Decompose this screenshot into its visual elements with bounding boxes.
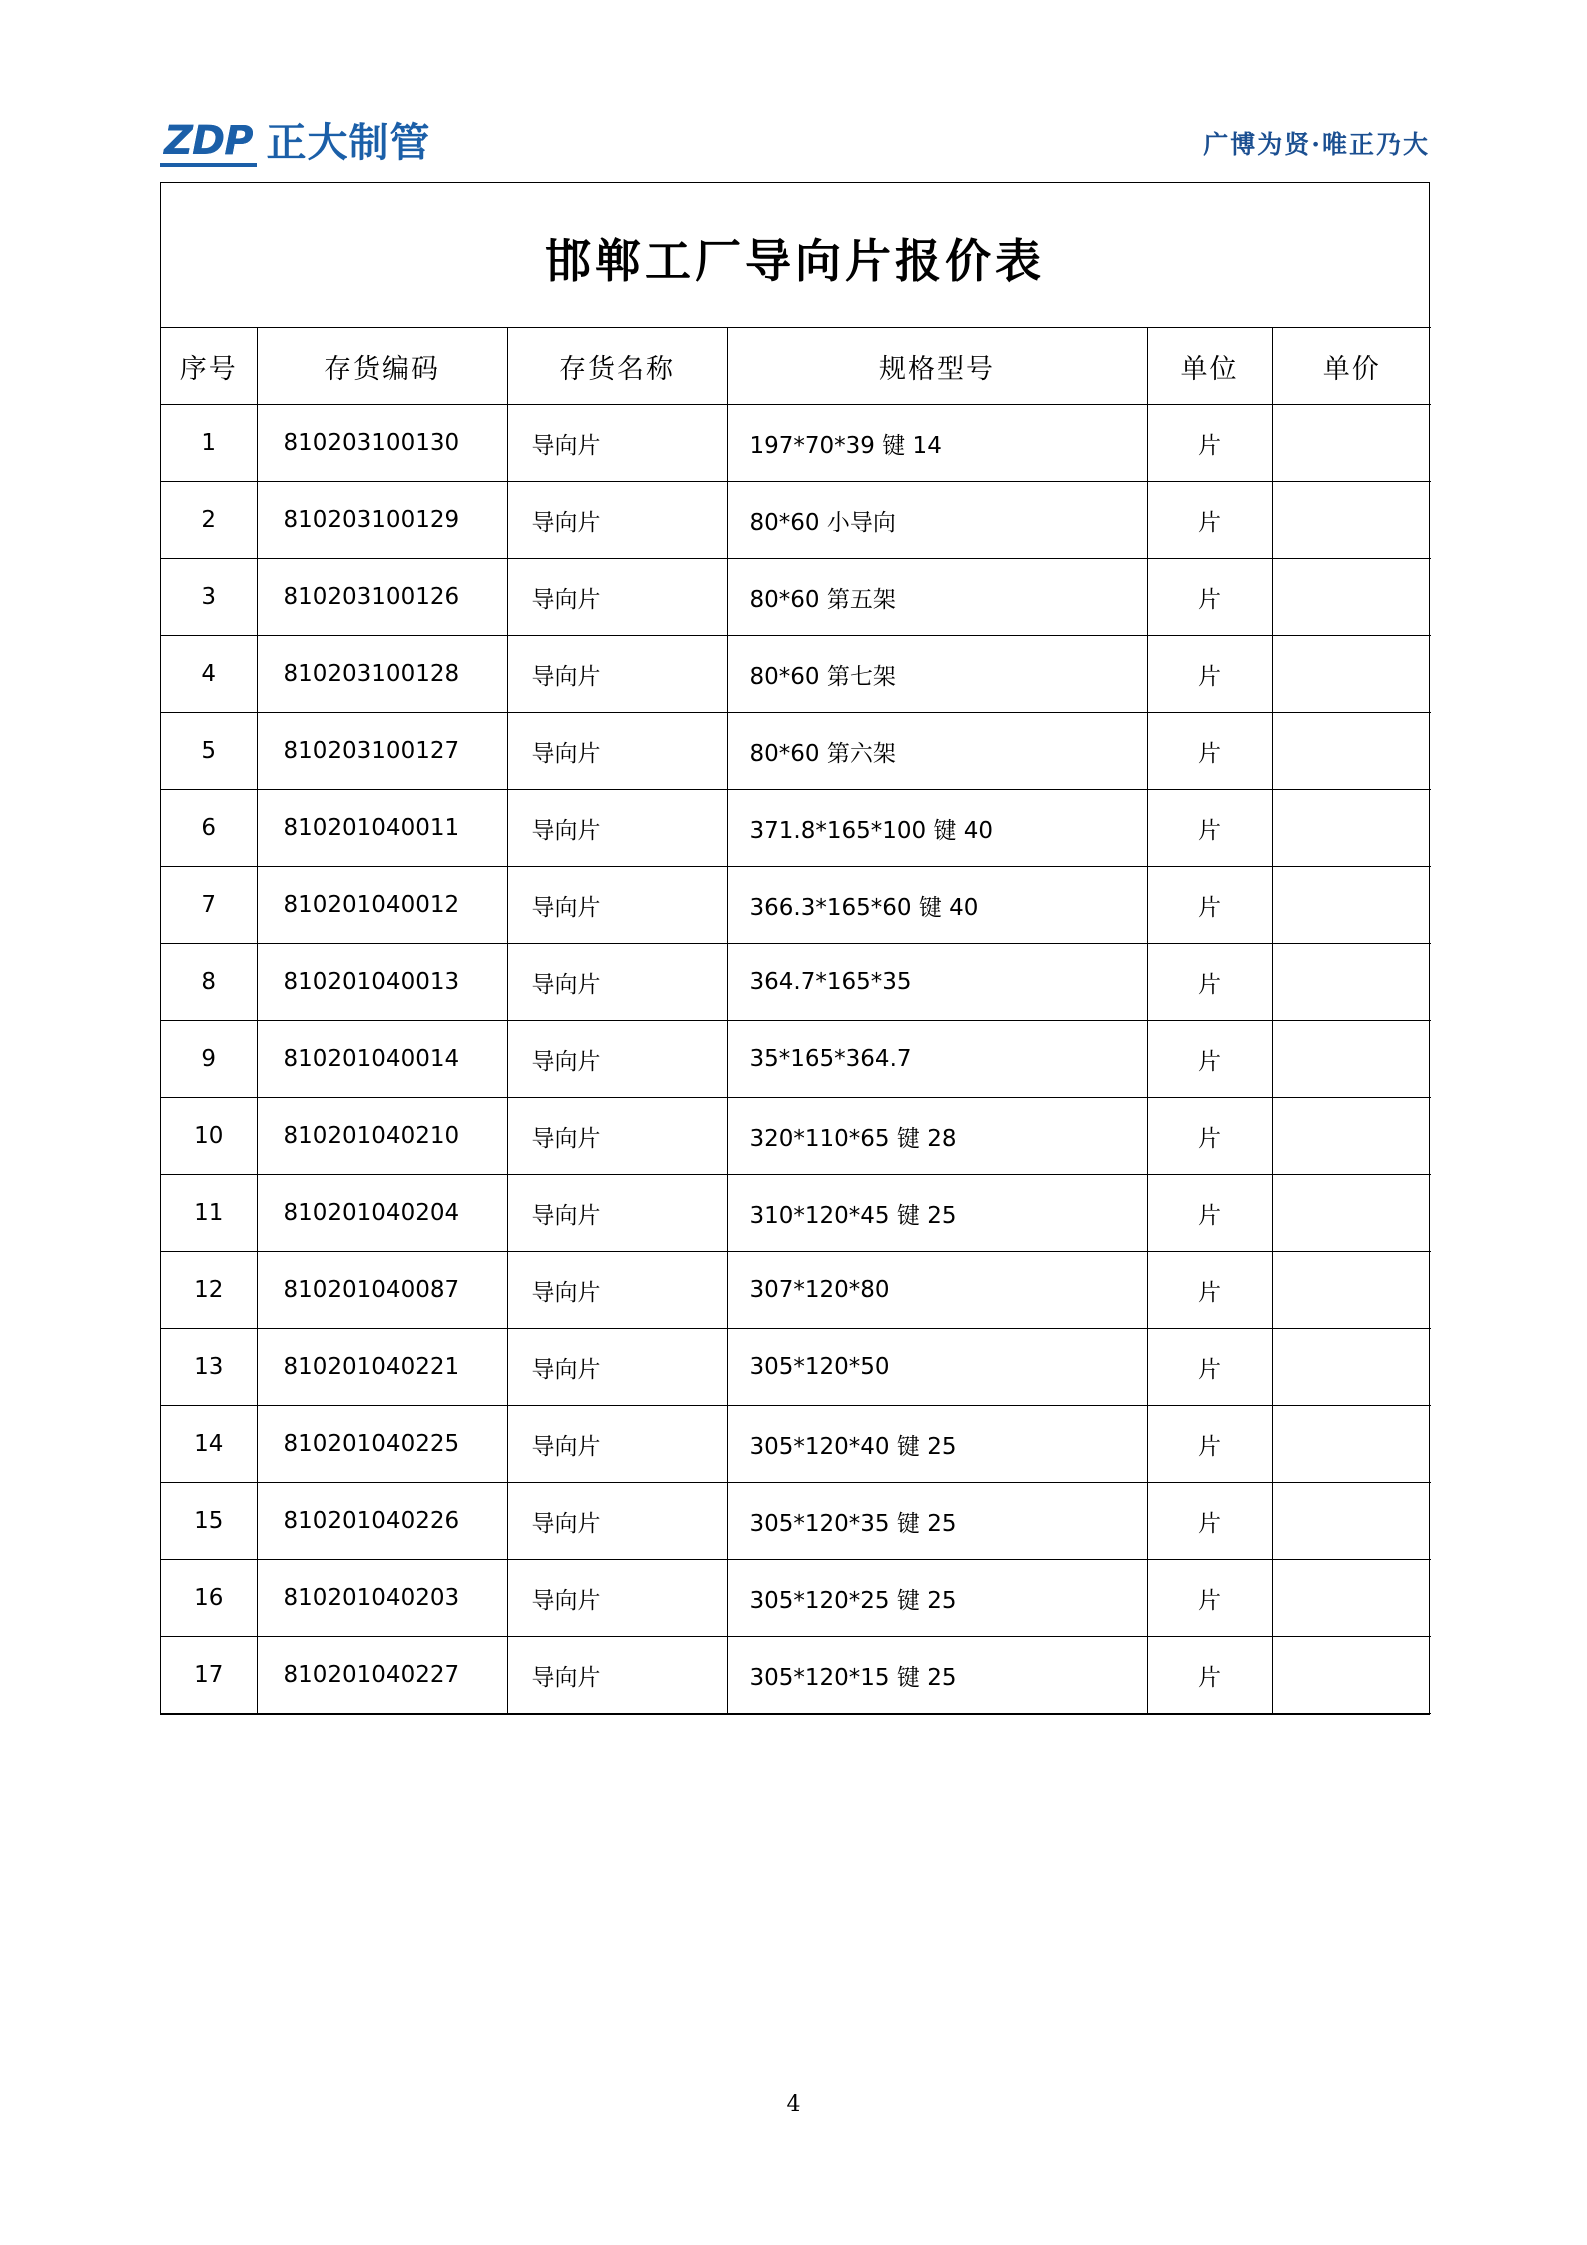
cell-unit: 片	[1147, 1560, 1272, 1637]
table-row	[161, 1021, 1431, 1098]
table-header-row	[161, 328, 1431, 405]
cell-code: 810201040227	[257, 1637, 507, 1714]
cell-unit: 片	[1147, 1098, 1272, 1175]
cell-spec: 80*60 第七架	[727, 636, 1147, 713]
cell-price[interactable]	[1272, 1252, 1431, 1329]
cell-code: 810201040210	[257, 1098, 507, 1175]
cell-spec: 305*120*40 键 25	[727, 1406, 1147, 1483]
cell-name: 导向片	[507, 790, 727, 867]
cell-code: 810201040203	[257, 1560, 507, 1637]
cell-unit: 片	[1147, 713, 1272, 790]
cell-unit: 片	[1147, 944, 1272, 1021]
cell-price[interactable]	[1272, 559, 1431, 636]
cell-code: 810201040013	[257, 944, 507, 1021]
cell-price[interactable]	[1272, 1637, 1431, 1714]
cell-index: 12	[161, 1252, 257, 1329]
cell-spec: 366.3*165*60 键 40	[727, 867, 1147, 944]
cell-name: 导向片	[507, 1560, 727, 1637]
cell-index: 8	[161, 944, 257, 1021]
cell-spec: 35*165*364.7	[727, 1021, 1147, 1098]
cell-name: 导向片	[507, 1252, 727, 1329]
cell-code: 810203100126	[257, 559, 507, 636]
table-row	[161, 944, 1431, 1021]
cell-index: 9	[161, 1021, 257, 1098]
cell-name: 导向片	[507, 1483, 727, 1560]
cell-code: 810201040014	[257, 1021, 507, 1098]
cell-spec: 305*120*15 键 25	[727, 1637, 1147, 1714]
cell-unit: 片	[1147, 636, 1272, 713]
page-number: 4	[786, 2092, 801, 2117]
cell-unit: 片	[1147, 1329, 1272, 1406]
cell-unit: 片	[1147, 405, 1272, 482]
table-row	[161, 1175, 1431, 1252]
cell-index: 6	[161, 790, 257, 867]
cell-code: 810203100127	[257, 713, 507, 790]
document-frame	[160, 182, 1430, 1715]
cell-name: 导向片	[507, 1175, 727, 1252]
cell-code: 810201040226	[257, 1483, 507, 1560]
table-row	[161, 1098, 1431, 1175]
cell-unit: 片	[1147, 790, 1272, 867]
table-row	[161, 1560, 1431, 1637]
cell-unit: 片	[1147, 482, 1272, 559]
table-row	[161, 636, 1431, 713]
cell-index: 15	[161, 1483, 257, 1560]
company-slogan: 广博为贤·唯正乃大	[1203, 130, 1430, 159]
pricing-table	[161, 327, 1431, 1714]
table-row	[161, 790, 1431, 867]
cell-index: 13	[161, 1329, 257, 1406]
cell-unit: 片	[1147, 1021, 1272, 1098]
cell-code: 810203100129	[257, 482, 507, 559]
cell-unit: 片	[1147, 867, 1272, 944]
cell-price[interactable]	[1272, 1483, 1431, 1560]
cell-name: 导向片	[507, 867, 727, 944]
cell-price[interactable]	[1272, 482, 1431, 559]
cell-index: 5	[161, 713, 257, 790]
cell-unit: 片	[1147, 1175, 1272, 1252]
column-header-name: 存货名称	[507, 328, 727, 405]
table-row	[161, 713, 1431, 790]
cell-index: 3	[161, 559, 257, 636]
table-row	[161, 1406, 1431, 1483]
table-row	[161, 1252, 1431, 1329]
cell-name: 导向片	[507, 1329, 727, 1406]
cell-spec: 80*60 第六架	[727, 713, 1147, 790]
cell-name: 导向片	[507, 636, 727, 713]
column-header-code: 存货编码	[257, 328, 507, 405]
cell-unit: 片	[1147, 1483, 1272, 1560]
cell-spec: 80*60 小导向	[727, 482, 1147, 559]
cell-price[interactable]	[1272, 1406, 1431, 1483]
company-logo	[160, 119, 431, 167]
cell-spec: 364.7*165*35	[727, 944, 1147, 1021]
cell-name: 导向片	[507, 713, 727, 790]
cell-index: 4	[161, 636, 257, 713]
cell-price[interactable]	[1272, 1175, 1431, 1252]
cell-spec: 310*120*45 键 25	[727, 1175, 1147, 1252]
cell-index: 7	[161, 867, 257, 944]
table-row	[161, 1637, 1431, 1714]
cell-name: 导向片	[507, 1637, 727, 1714]
cell-spec: 307*120*80	[727, 1252, 1147, 1329]
cell-spec: 197*70*39 键 14	[727, 405, 1147, 482]
cell-index: 11	[161, 1175, 257, 1252]
cell-price[interactable]	[1272, 713, 1431, 790]
cell-name: 导向片	[507, 482, 727, 559]
cell-spec: 320*110*65 键 28	[727, 1098, 1147, 1175]
cell-code: 810203100130	[257, 405, 507, 482]
cell-price[interactable]	[1272, 944, 1431, 1021]
table-row	[161, 482, 1431, 559]
table-row	[161, 1483, 1431, 1560]
cell-price[interactable]	[1272, 1329, 1431, 1406]
cell-code: 810201040012	[257, 867, 507, 944]
cell-name: 导向片	[507, 1406, 727, 1483]
cell-name: 导向片	[507, 944, 727, 1021]
cell-unit: 片	[1147, 559, 1272, 636]
cell-unit: 片	[1147, 1406, 1272, 1483]
table-row	[161, 405, 1431, 482]
table-row	[161, 1329, 1431, 1406]
cell-index: 14	[161, 1406, 257, 1483]
cell-name: 导向片	[507, 405, 727, 482]
page-title: 邯郸工厂导向片报价表	[545, 234, 1045, 288]
logo-mark-zdp: ZDP	[160, 119, 257, 167]
cell-code: 810201040204	[257, 1175, 507, 1252]
cell-unit: 片	[1147, 1637, 1272, 1714]
cell-price[interactable]	[1272, 1560, 1431, 1637]
cell-code: 810201040087	[257, 1252, 507, 1329]
cell-index: 1	[161, 405, 257, 482]
cell-price[interactable]	[1272, 1098, 1431, 1175]
cell-spec: 371.8*165*100 键 40	[727, 790, 1147, 867]
cell-index: 2	[161, 482, 257, 559]
cell-unit: 片	[1147, 1252, 1272, 1329]
cell-price[interactable]	[1272, 790, 1431, 867]
cell-name: 导向片	[507, 559, 727, 636]
table-row	[161, 559, 1431, 636]
cell-spec: 305*120*25 键 25	[727, 1560, 1147, 1637]
cell-code: 810201040011	[257, 790, 507, 867]
cell-price[interactable]	[1272, 867, 1431, 944]
cell-index: 10	[161, 1098, 257, 1175]
cell-price[interactable]	[1272, 405, 1431, 482]
table-body	[161, 405, 1431, 1714]
page-header	[160, 108, 1430, 178]
cell-name: 导向片	[507, 1098, 727, 1175]
cell-code: 810203100128	[257, 636, 507, 713]
column-header-unit: 单位	[1147, 328, 1272, 405]
cell-spec: 80*60 第五架	[727, 559, 1147, 636]
cell-name: 导向片	[507, 1021, 727, 1098]
cell-price[interactable]	[1272, 636, 1431, 713]
column-header-spec: 规格型号	[727, 328, 1147, 405]
cell-code: 810201040225	[257, 1406, 507, 1483]
cell-spec: 305*120*50	[727, 1329, 1147, 1406]
cell-index: 16	[161, 1560, 257, 1637]
cell-spec: 305*120*35 键 25	[727, 1483, 1147, 1560]
logo-company-name: 正大制管	[266, 120, 431, 166]
column-header-index: 序号	[161, 328, 257, 405]
table-row	[161, 867, 1431, 944]
cell-index: 17	[161, 1637, 257, 1714]
column-header-price: 单价	[1272, 328, 1431, 405]
cell-price[interactable]	[1272, 1021, 1431, 1098]
cell-code: 810201040221	[257, 1329, 507, 1406]
